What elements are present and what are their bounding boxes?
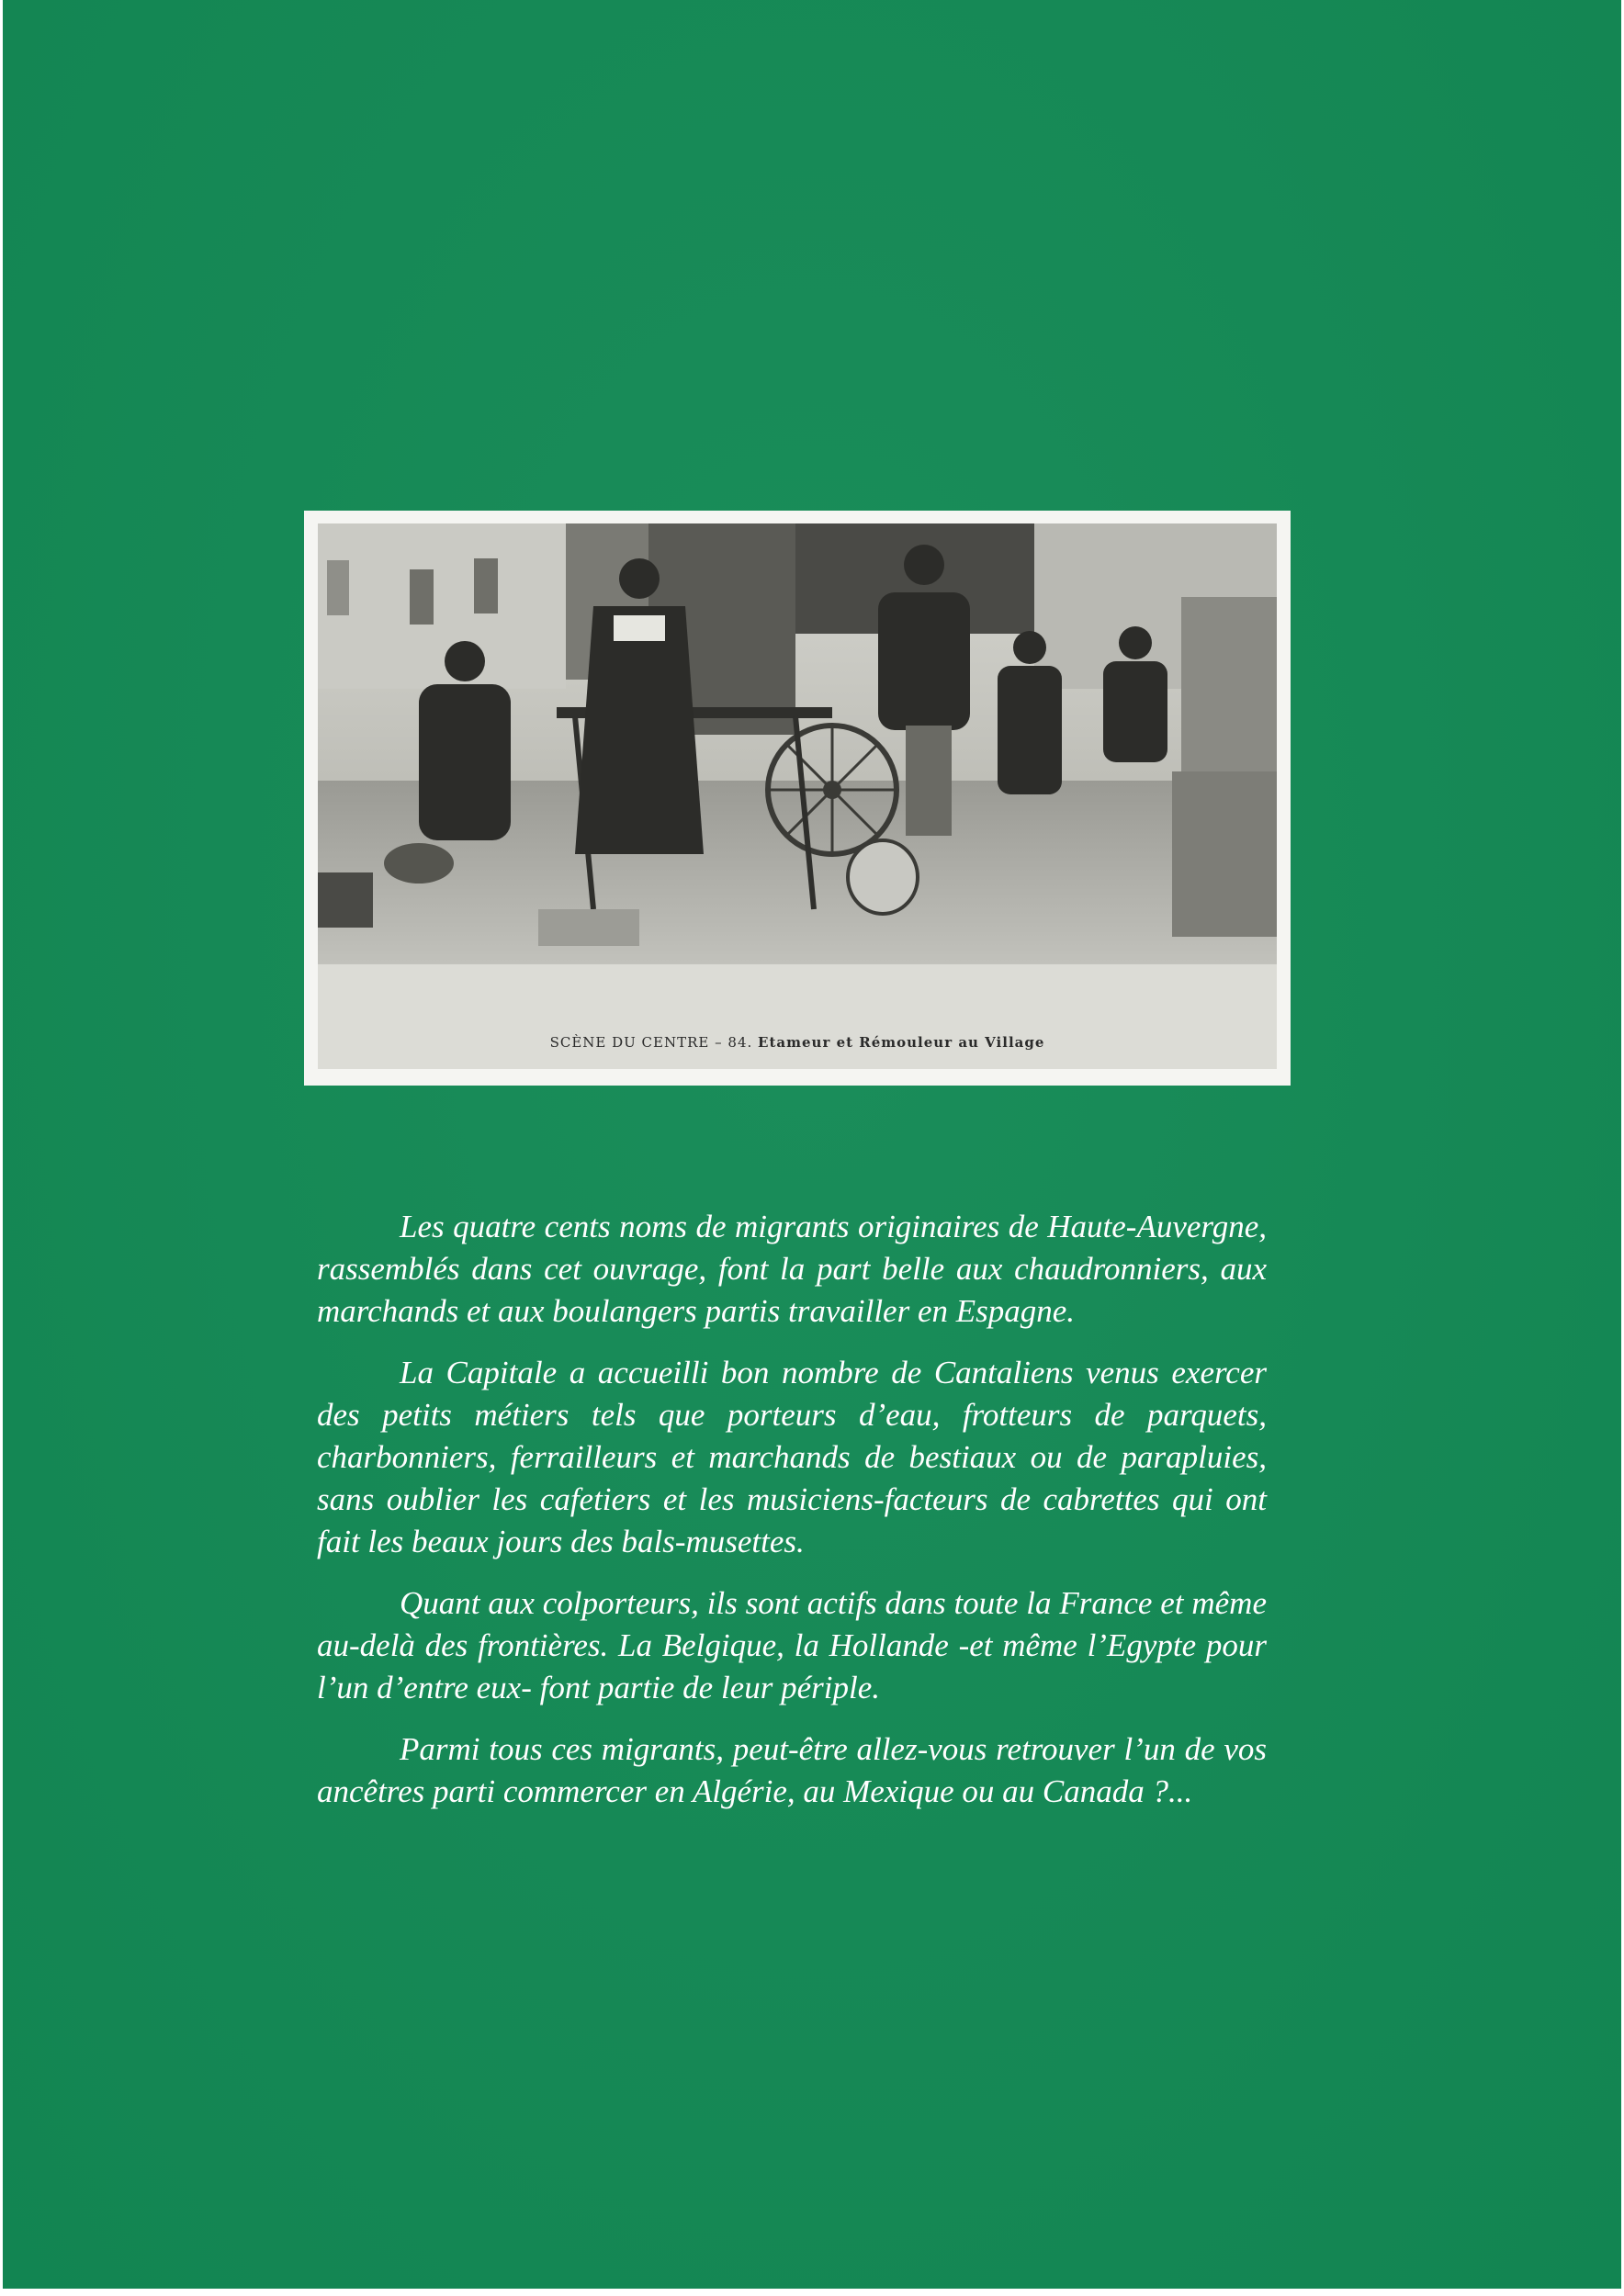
vintage-postcard-photo bbox=[318, 523, 1277, 1069]
paragraph-3: Quant aux colporteurs, ils sont actifs dans toute la France et même au-delà des frontières. La Belgique, la Hollande -et même l’Egypte pour l’un d’entre eux- font partie de leur périple. bbox=[317, 1585, 1267, 1705]
photo-caption bbox=[318, 1034, 1277, 1051]
caption-title: Etameur et Rémouleur au Village bbox=[758, 1034, 1045, 1051]
postcard-illustration bbox=[318, 523, 1277, 1069]
back-cover bbox=[3, 0, 1621, 2289]
cover-description bbox=[317, 1206, 1267, 1832]
caption-prefix: SCÈNE DU CENTRE – 84. bbox=[549, 1034, 753, 1051]
paragraph-2: La Capitale a accueilli bon nombre de Cantaliens venus exercer des petits métiers tels que porteurs d’eau, frotteurs de parquets, charbonniers, ferrailleurs et marchands de bestiaux ou de parapluies, sans oublier les cafetiers et les musiciens-facteurs de cabrettes qui ont fait les beaux jours des bals-musettes. bbox=[317, 1355, 1267, 1559]
paragraph-4: Parmi tous ces migrants, peut-être allez-vous retrouver l’un de vos ancêtres parti commercer en Algérie, au Mexique ou au Canada ?... bbox=[317, 1731, 1267, 1809]
paragraph-1: Les quatre cents noms de migrants originaires de Haute-Auvergne, rassemblés dans cet ouvrage, font la part belle aux chaudronniers, aux marchands et aux boulangers partis travailler en Espagne. bbox=[317, 1209, 1267, 1329]
photo-frame bbox=[304, 511, 1291, 1086]
